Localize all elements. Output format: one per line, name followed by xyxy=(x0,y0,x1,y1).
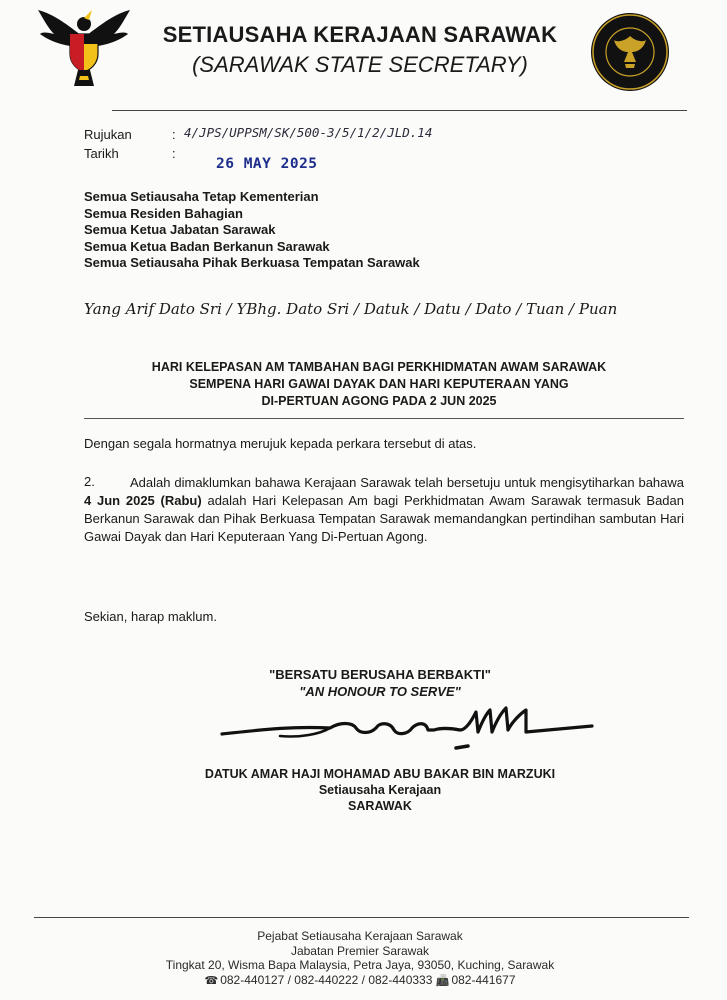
subject-underline xyxy=(84,418,684,419)
signatory-state: SARAWAK xyxy=(348,799,412,813)
paragraph-2 xyxy=(84,474,684,546)
footer-address xyxy=(80,929,640,988)
telephone-icon: ☎ xyxy=(204,974,219,987)
letterhead-title: SETIAUSAHA KERAJAAN SARAWAK xyxy=(162,22,558,47)
recipient-line: Semua Setiausaha Pihak Berkuasa Tempatan Sarawak xyxy=(84,255,420,270)
footer-office: Pejabat Setiausaha Kerajaan Sarawak xyxy=(257,929,463,943)
handwritten-signature xyxy=(220,700,600,760)
date-label: Tarikh xyxy=(84,146,119,161)
recipient-line: Semua Ketua Jabatan Sarawak xyxy=(84,222,276,237)
subject-line: HARI KELEPASAN AM TAMBAHAN BAGI PERKHIDMATAN AWAM SARAWAK xyxy=(151,360,607,374)
header-divider xyxy=(112,110,687,111)
signatory-name: DATUK AMAR HAJI MOHAMAD ABU BAKAR BIN MARZUKI xyxy=(204,767,556,781)
paragraph-2-text: Adalah dimaklumkan bahawa Kerajaan Sarawak telah bersetuju untuk mengisytiharkan bahawa xyxy=(130,475,684,490)
motto-english: "AN HONOUR TO SERVE" xyxy=(299,684,461,699)
crest-shield-red xyxy=(70,34,84,72)
footer-street: Tingkat 20, Wisma Bapa Malaysia, Petra Jaya, 93050, Kuching, Sarawak xyxy=(165,958,555,972)
signatory-title: Setiausaha Kerajaan xyxy=(318,783,442,797)
paragraph-1: Dengan segala hormatnya merujuk kepada perkara tersebut di atas. xyxy=(84,436,477,451)
recipient-line: Semua Ketua Badan Berkanun Sarawak xyxy=(84,238,330,254)
salutation: Yang Arif Dato Sri / YBhg. Dato Sri / Datuk / Datu / Dato / Tuan / Puan xyxy=(84,300,618,318)
date-colon: : xyxy=(172,146,176,161)
footer-divider xyxy=(34,917,689,918)
crest-shield-black xyxy=(84,34,98,44)
closing-line: Sekian, harap maklum. xyxy=(84,609,217,624)
subject-line: DI-PERTUAN AGONG PADA 2 JUN 2025 xyxy=(261,394,497,408)
reference-label: Rujukan xyxy=(84,127,132,142)
recipient-line: Semua Setiausaha Tetap Kementerian xyxy=(84,189,319,204)
reference-number: 4/JPS/UPPSM/SK/500-3/5/1/2/JLD.14 xyxy=(184,125,433,140)
signatory-block xyxy=(150,766,610,814)
recipient-line: Semua Residen Bahagian xyxy=(84,205,243,221)
subject-heading xyxy=(84,359,674,410)
sarawak-crest-logo xyxy=(34,6,134,88)
letterhead-subtitle: (SARAWAK STATE SECRETARY) xyxy=(192,52,528,77)
crest-tail-stripe xyxy=(79,76,89,80)
fax-icon: 📠 xyxy=(435,974,450,987)
footer-phones: 082-440127 / 082-440222 / 082-440333 xyxy=(220,972,433,987)
paragraph-2-text-cont: adalah Hari Kelepasan Am bagi Perkhidmatan Awam Sarawak termasuk Badan Berkanun Sarawak dan Pihak Berkuasa Tempatan Sarawak memandangkan pertindihan sambutan Hari Gawai Dayak dan Hari Keputeraan Yang Di-Pertuan Agong. xyxy=(84,493,684,544)
subject-line: SEMPENA HARI GAWAI DAYAK DAN HARI KEPUTERAAN YANG xyxy=(189,377,569,391)
holiday-date: 4 Jun 2025 (Rabu) xyxy=(84,493,202,508)
civil-service-seal-logo xyxy=(590,12,670,92)
footer-department: Jabatan Premier Sarawak xyxy=(290,943,430,958)
footer-contact xyxy=(80,973,640,989)
date-stamp: 26 MAY 2025 xyxy=(216,156,318,172)
motto-malay: "BERSATU BERUSAHA BERBAKTI" xyxy=(269,667,491,682)
reference-colon: : xyxy=(172,127,176,142)
footer-fax: 082-441677 xyxy=(451,972,516,987)
paragraph-2-number: 2. xyxy=(84,474,95,489)
recipient-list xyxy=(84,189,420,272)
